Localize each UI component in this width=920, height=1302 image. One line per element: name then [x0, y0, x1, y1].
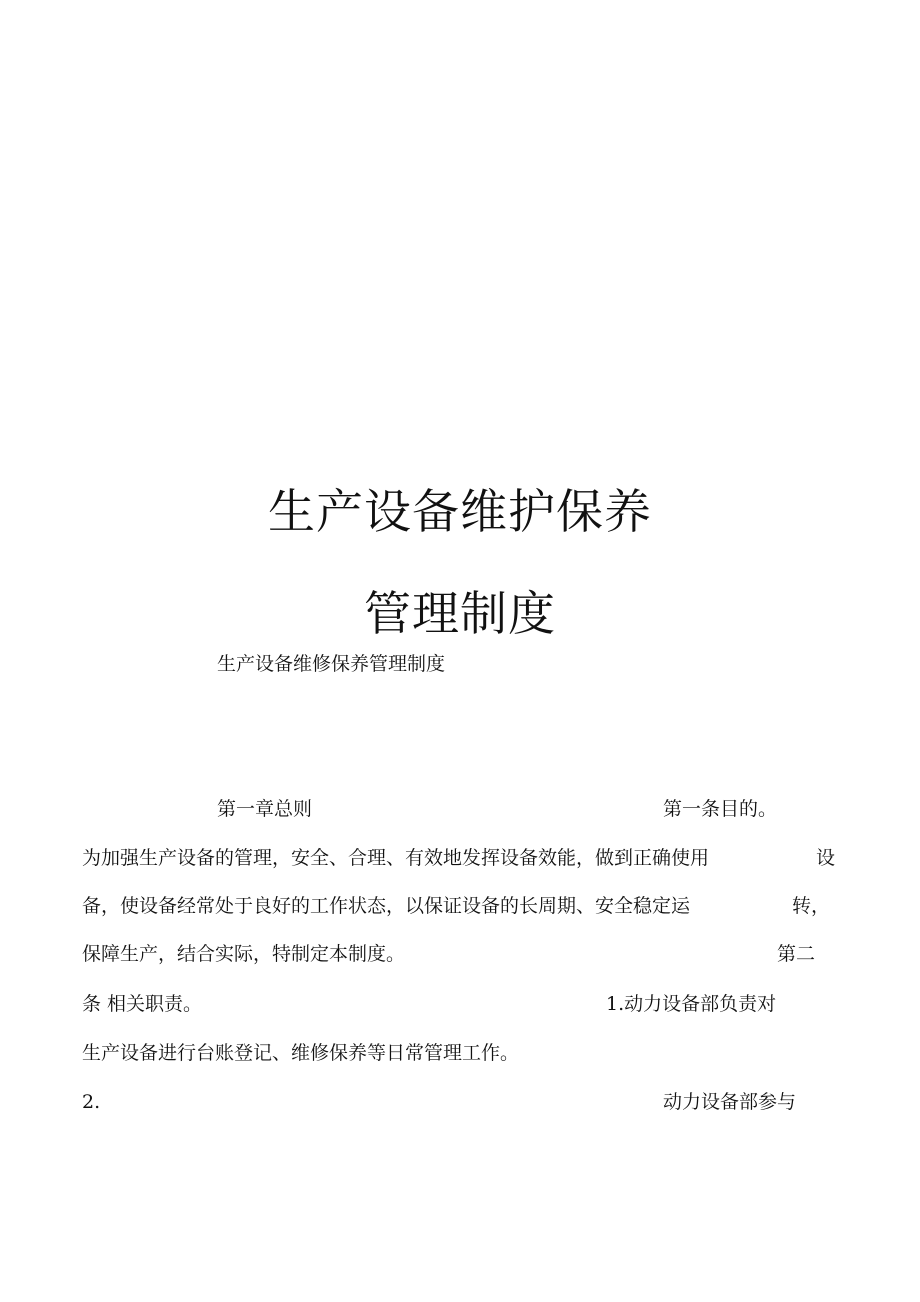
- body-text-line-4: 条 相关职责。: [82, 993, 203, 1015]
- document-subtitle: 生产设备维修保养管理制度: [217, 653, 446, 675]
- body-text-line-3: 保障生产，结合实际，特制定本制度。: [82, 943, 406, 965]
- body-text-line-2: 备，使设备经常处于良好的工作状态，以保证设备的长周期、安全稳定运: [82, 895, 691, 917]
- document-title-line-1: 生产设备维护保养: [268, 485, 652, 540]
- body-text-line-1-tail: 设: [816, 847, 836, 869]
- body-text-line-3-tail: 第二: [777, 943, 816, 965]
- body-text-line-2-tail: 转，: [792, 895, 831, 917]
- body-text-line-4-tail: 1.动力设备部负责对: [606, 993, 777, 1015]
- body-text-line-6: 2.: [82, 1091, 101, 1113]
- document-title-line-2: 管理制度: [364, 587, 556, 642]
- body-text-line-6-tail: 动力设备部参与: [663, 1091, 797, 1113]
- body-text-line-5: 生产设备进行台账登记、维修保养等日常管理工作。: [82, 1042, 520, 1064]
- chapter-heading: 第一章总则: [217, 798, 313, 820]
- article-1-heading: 第一条目的。: [663, 798, 778, 820]
- body-text-line-1: 为加强生产设备的管理，安全、合理、有效地发挥设备效能，做到正确使用: [82, 847, 710, 869]
